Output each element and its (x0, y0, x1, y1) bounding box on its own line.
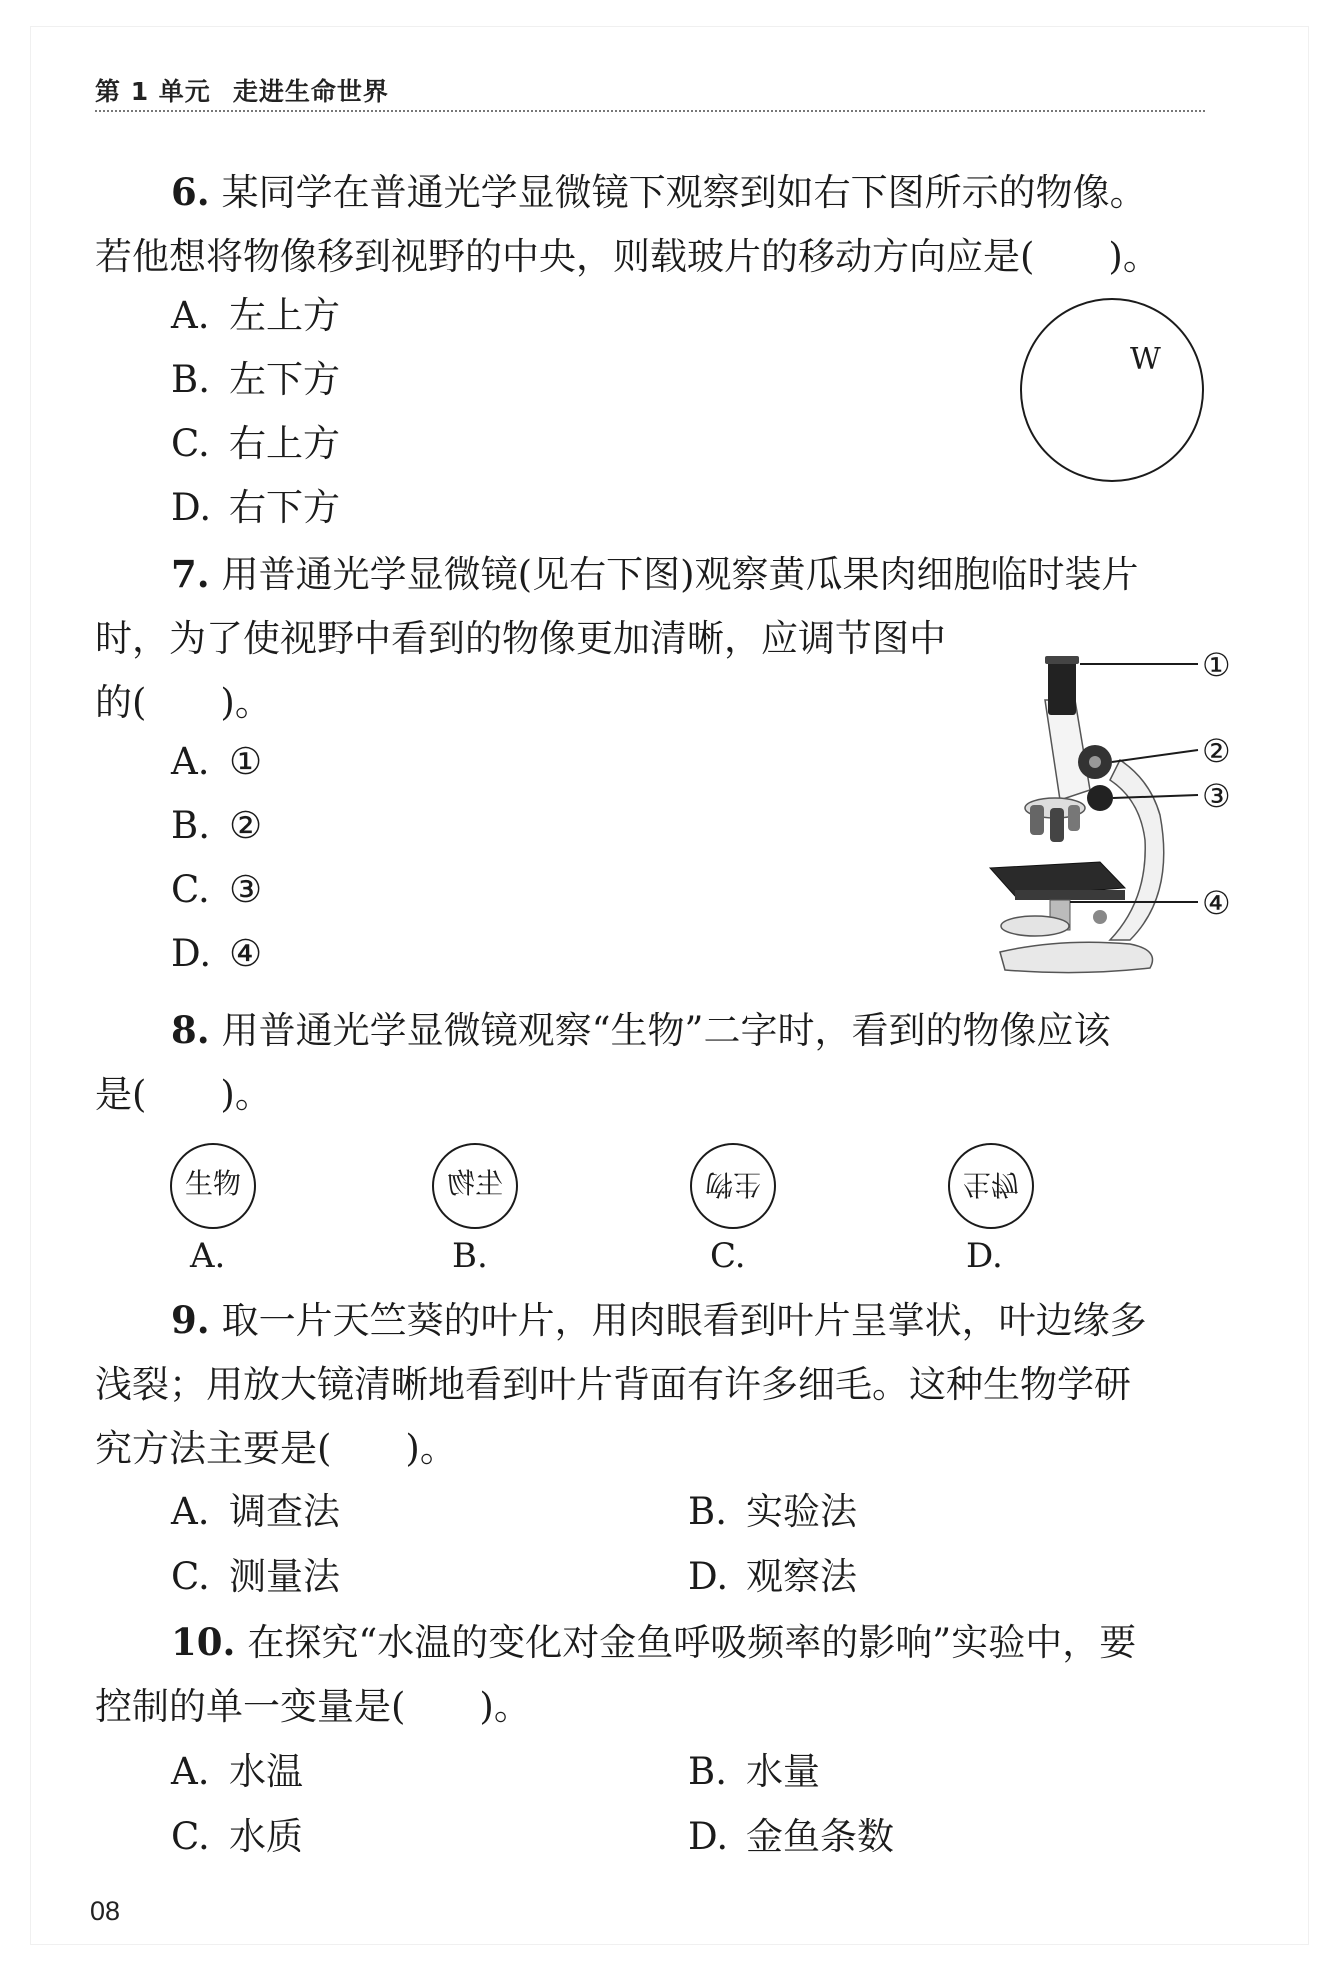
question-6-option-a[interactable]: A. 左上方 (171, 294, 340, 337)
question-10-line-1: 10. 在探究“水温的变化对金鱼呼吸频率的影响”实验中，要 (171, 1620, 1137, 1664)
header-divider (95, 110, 1205, 112)
question-8-line-1: 8. 用普通光学显微镜观察“生物”二字时，看到的物像应该 (171, 1008, 1111, 1052)
question-9-option-b[interactable]: B. 实验法 (688, 1490, 857, 1533)
page-number: 08 (90, 1896, 121, 1926)
question-7-line-3: 的( )。 (95, 681, 272, 724)
question-10-number: 10. (171, 1620, 236, 1664)
question-9-option-a[interactable]: A. 调查法 (171, 1490, 340, 1533)
question-6-line-2: 若他想将物像移到视野的中央，则载玻片的移动方向应是( )。 (95, 235, 1160, 278)
question-7-line-1: 7. 用普通光学显微镜(见右下图)观察黄瓜果肉细胞临时装片 (171, 552, 1139, 596)
microscope-callout-2: ② (1202, 732, 1231, 770)
question-7-line-2: 时，为了使视野中看到的物像更加清晰，应调节图中 (95, 617, 946, 660)
question-6 (95, 160, 1210, 289)
image-choice-a-text: 生物 (184, 1167, 241, 1200)
image-choice-b-circle[interactable] (432, 1143, 518, 1229)
field-of-view-letter: W (1130, 342, 1161, 377)
question-9-line-1: 9. 取一片天竺葵的叶片，用肉眼看到叶片呈掌状，叶边缘多 (171, 1298, 1147, 1342)
question-9-option-d[interactable]: D. 观察法 (688, 1555, 857, 1598)
image-choice-d-label: D. (966, 1236, 1003, 1276)
question-10-option-b[interactable]: B. 水量 (688, 1750, 820, 1793)
image-choice-c-text: 生物 (704, 1168, 761, 1201)
question-7-option-b[interactable]: B. ② (171, 804, 263, 847)
unit-title: 走进生命世界 (232, 77, 389, 106)
question-7-option-a[interactable]: A. ① (171, 740, 263, 783)
question-7-number: 7. (171, 552, 210, 596)
question-6-line-1: 6. 某同学在普通光学显微镜下观察到如右下图所示的物像。 (171, 170, 1147, 214)
unit-number: 第 1 单元 (95, 77, 211, 106)
question-10-line-2: 控制的单一变量是( )。 (95, 1685, 531, 1728)
microscope-callout-3: ③ (1202, 777, 1231, 815)
question-9-option-c[interactable]: C. 测量法 (171, 1555, 340, 1598)
question-10-option-c[interactable]: C. 水质 (171, 1815, 303, 1858)
image-choice-d-text: 生物 (962, 1168, 1019, 1201)
question-6-option-c[interactable]: C. 右上方 (171, 422, 340, 465)
question-8 (95, 998, 1210, 1127)
question-8-line-2: 是( )。 (95, 1073, 272, 1116)
question-6-option-b[interactable]: B. 左下方 (171, 358, 340, 401)
question-10-option-d[interactable]: D. 金鱼条数 (688, 1815, 894, 1858)
image-choice-b-label: B. (452, 1236, 488, 1276)
unit-header (95, 72, 389, 108)
image-choice-c-circle[interactable] (690, 1143, 776, 1229)
image-choice-c-label: C. (710, 1236, 746, 1276)
microscope-callout-4: ④ (1202, 884, 1231, 922)
image-choice-a-label: A. (190, 1236, 226, 1276)
image-choice-d-circle[interactable] (948, 1143, 1034, 1229)
question-9 (95, 1288, 1210, 1481)
question-7-option-d[interactable]: D. ④ (171, 932, 263, 975)
question-6-number: 6. (171, 170, 210, 214)
question-7-option-c[interactable]: C. ③ (171, 868, 263, 911)
image-choice-b-text: 生物 (446, 1167, 503, 1200)
question-10-option-a[interactable]: A. 水温 (171, 1750, 303, 1793)
question-10 (95, 1610, 1210, 1739)
question-6-option-d[interactable]: D. 右下方 (171, 486, 340, 529)
image-choice-a-circle[interactable] (170, 1143, 256, 1229)
field-of-view-figure (1020, 298, 1204, 482)
microscope-callout-1: ① (1202, 646, 1231, 684)
question-9-line-2: 浅裂；用放大镜清晰地看到叶片背面有许多细毛。这种生物学研 (95, 1363, 1131, 1406)
question-8-number: 8. (171, 1008, 210, 1052)
question-9-number: 9. (171, 1298, 210, 1342)
question-9-line-3: 究方法主要是( )。 (95, 1427, 457, 1470)
